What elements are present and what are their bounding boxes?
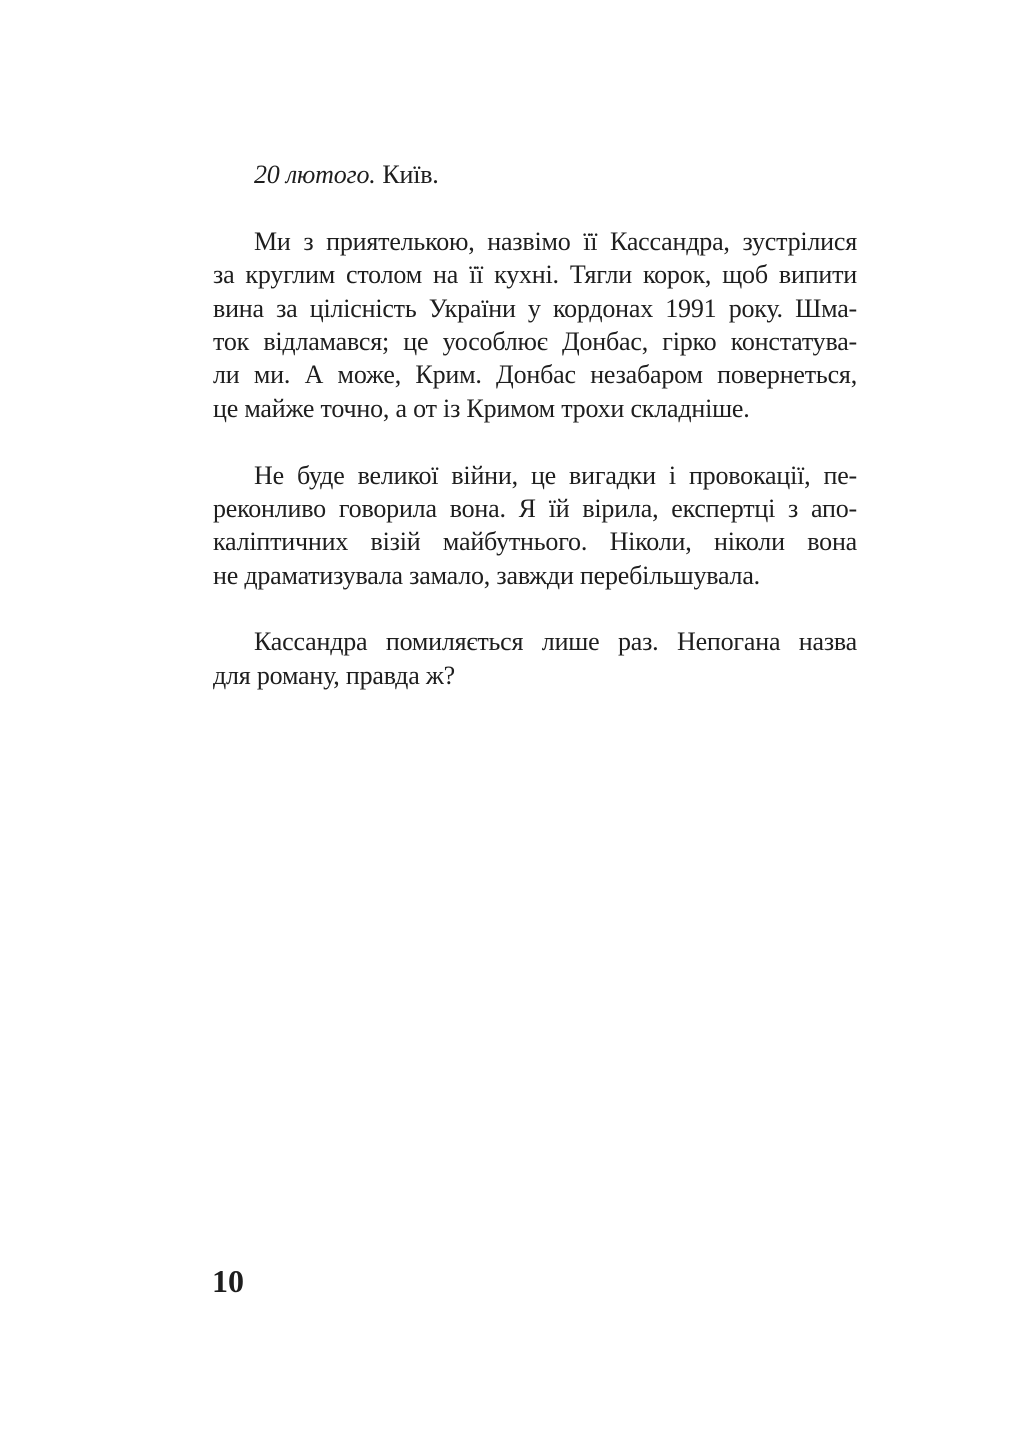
page-number: 10: [212, 1263, 244, 1299]
text-line: це майже точно, а от із Кримом трохи складніше.: [213, 393, 750, 423]
paragraph: [213, 459, 857, 593]
text-line: Ми з приятелькою, назвімо її Кассандра, зустрілися: [254, 226, 857, 256]
paragraph: [213, 625, 857, 692]
paragraphs: [213, 225, 857, 692]
paragraph: [213, 225, 857, 425]
page-text: [213, 158, 857, 692]
text-line: не драматизувала замало, завжди перебільшувала.: [213, 560, 760, 590]
text-line: Не буде великої війни, це вигадки і провокації, пе-: [254, 460, 857, 490]
text-line: реконливо говорила вона. Я їй вірила, експертці з апо-: [213, 493, 857, 523]
text-line: для роману, правда ж?: [213, 660, 455, 690]
text-line: ток відламався; це уособлює Донбас, гірко констатува-: [213, 326, 857, 356]
text-line: Кассандра помиляється лише раз. Непогана назва: [254, 627, 857, 657]
text-line: ли ми. А може, Крим. Донбас незабаром повернеться,: [213, 360, 857, 390]
text-line: каліптичних візій майбутнього. Ніколи, ніколи вона: [213, 527, 857, 557]
text-line: за круглим столом на її кухні. Тягли корок, щоб випити: [213, 260, 857, 290]
dateline-date: 20 лютого.: [254, 160, 376, 189]
dateline-place: Київ.: [382, 160, 439, 189]
text-line: вина за цілісність України у кордонах 1991 року. Шма-: [213, 293, 857, 323]
dateline: [213, 158, 857, 191]
